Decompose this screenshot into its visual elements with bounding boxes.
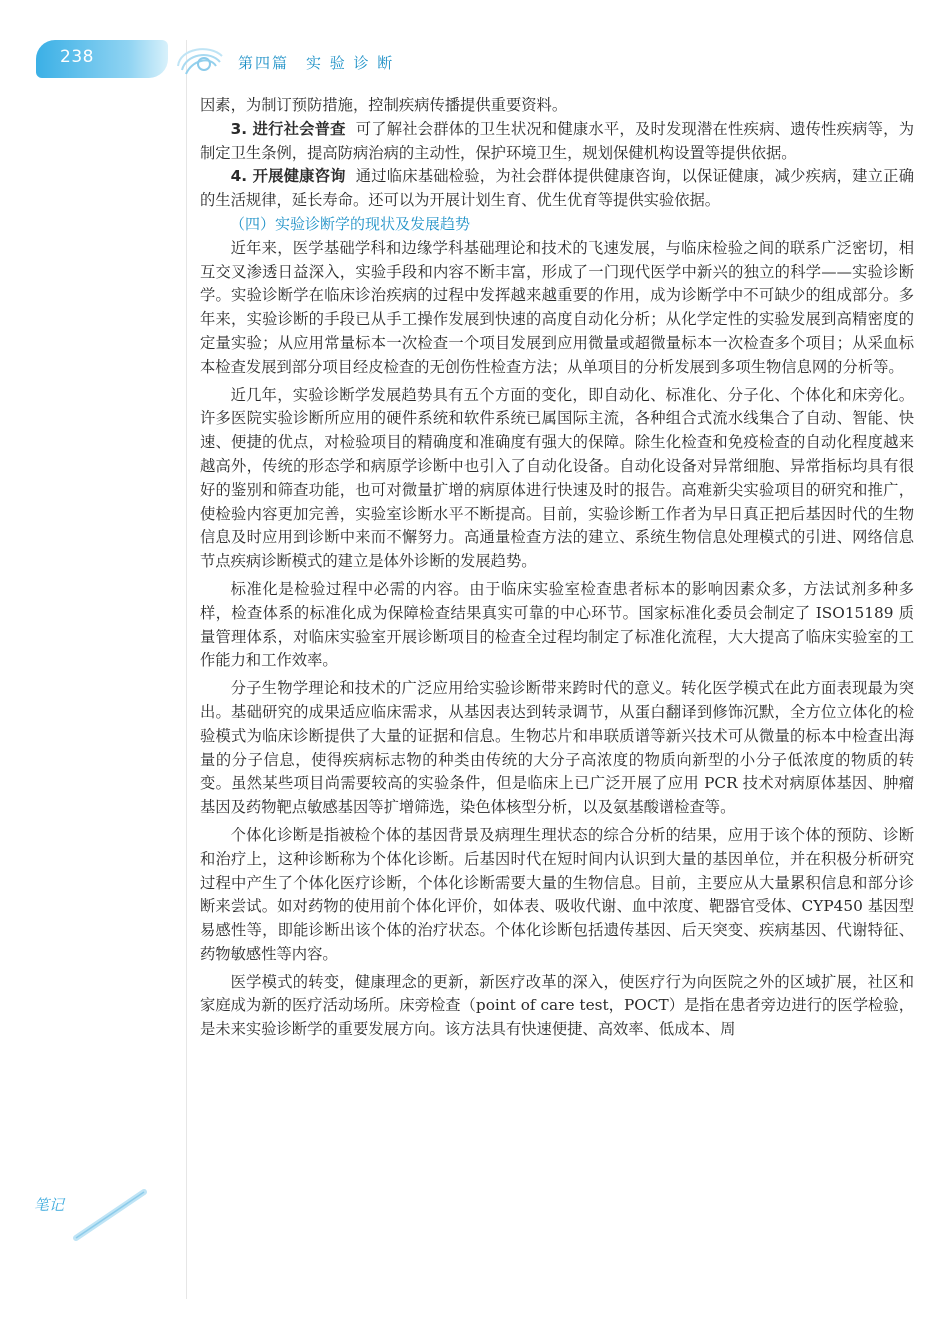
list-item-text: 可了解社会群体的卫生状况和健康水平，及时发现潜在性疾病、遗传性疾病等，为制定卫生条例，提高防病治病的主动性，保护环境卫生，规划保健机构设置等提供依据。 [200, 119, 914, 162]
paragraph-continuation: 因素，为制订预防措施，控制疾病传播提供重要资料。 [200, 96, 568, 114]
list-item-social-survey [200, 118, 914, 166]
list-item-lead: 4. 开展健康咨询 [230, 167, 346, 186]
paragraph: 近几年，实验诊断学发展趋势具有五个方面的变化，即自动化、标准化、分子化、个体化和床旁化。许多医院实验诊断所应用的硬件系统和软件系统已属国际主流，各种组合式流水线集合了自动、智能、快速、便捷的优点，对检验项目的精确度和准确度有强大的保障。除生化检查和免疫检查的自动化程度越来越高外，传统的形态学和病原学诊断中也引入了自动化设备。自动化设备对异常细胞、异常指标均具有很好的鉴别和筛查功能，也可对微量扩增的病原体进行快速及时的报告。高难新尖实验项目的研究和推广，使检验内容更加完善，实验室诊断水平不断提高。目前，实验诊断工作者为早日真正把后基因时代的生物信息及时应用到诊断中来而不懈努力。高通量检查方法的建立、系统生物信息处理模式的引进、网络信息节点疾病诊断模式的建立是体外诊断的发展趋势。 [200, 385, 914, 571]
page-number: 238 [60, 47, 94, 67]
list-item-health-consult [200, 165, 914, 213]
notes-label: 笔记 [34, 1196, 65, 1214]
paragraph: 分子生物学理论和技术的广泛应用给实验诊断带来跨时代的意义。转化医学模式在此方面表现最为突出。基础研究的成果适应临床需求，从基因表达到转录调节，从蛋白翻译到修饰沉默，全方位立体化的检验模式为临床诊断提供了大量的证据和信息。生物芯片和串联质谱等新兴技术可从微量的标本中检查出海量的分子信息，使得疾病标志物的种类由传统的大分子高浓度的物质向新型的小分子低浓度的物质的转变。虽然某些项目尚需要较高的实验条件，但是临床上已广泛开展了应用 PCR 技术对病原体基因、肿瘤基因及药物靶点敏感基因等扩增筛选，染色体核型分析，以及氨基酸谱检查等。 [200, 679, 914, 817]
paragraph: 标准化是检验过程中必需的内容。由于临床实验室检查患者标本的影响因素众多，方法试剂多种多样，检查体系的标准化成为保障检查结果真实可靠的中心环节。国家标准化委员会制定了 ISO15189 质量管理体系，对临床实验室开展诊断项目的检查全过程均制定了标准化流程，大大提高了临床实验室的工作能力和工作效率。 [200, 579, 914, 670]
list-item-lead: 3. 进行社会普查 [230, 119, 346, 138]
page-body [200, 94, 914, 1042]
paragraph: 医学模式的转变，健康理念的更新，新医疗改革的深入，使医疗行为向医院之外的区域扩展，社区和家庭成为新的医疗活动场所。床旁检查（point of care test，POCT）是指在患者旁边进行的医学检验，是未来实验诊断学的重要发展方向。该方法具有快速便捷、高效率、低成本、周 [200, 972, 914, 1039]
page-number-badge [36, 40, 168, 78]
section-title: 第四篇 实 验 诊 断 [238, 54, 395, 72]
margin-rule [186, 40, 187, 1299]
paragraph: 个体化诊断是指被检个体的基因背景及病理生理状态的综合分析的结果，应用于该个体的预防、诊断和治疗上，这种诊断称为个体化诊断。后基因时代在短时间内认识到大量的基因单位，并在积极分析研究过程中产生了个体化医疗诊断，个体化诊断需要大量的生物信息。目前，主要应从大量累积信息和部分诊断来尝试。如对药物的使用前个体化评价，如体表、吸收代谢、血中浓度、靶器官受体、CYP450 基因型易感性等，即能诊断出该个体的治疗状态。个体化诊断包括遗传基因、后天突变、疾病基因、代谢特征、药物敏感性等内容。 [200, 825, 914, 963]
paragraph: 近年来，医学基础学科和边缘学科基础理论和技术的飞速发展，与临床检验之间的联系广泛密切，相互交叉渗透日益深入，实验手段和内容不断丰富，形成了一门现代医学中新兴的独立的科学——实验诊断学。实验诊断学在临床诊治疾病的过程中发挥越来越重要的作用，成为诊断学中不可缺少的组成部分。多年来，实验诊断的手段已从手工操作发展到快速的高度自动化分析；从化学定性的实验发展到高精密度的定量实验；从应用常量标本一次检查一个项目发展到应用微量或超微量标本一次检查多个项目；从采血标本检查发展到部分项目经皮检查的无创伤性检查方法；从单项目的分析发展到多项生物信息网的分析等。 [200, 238, 914, 376]
subheading: （四）实验诊断学的现状及发展趋势 [230, 214, 471, 233]
swirl-ornament-icon [170, 36, 230, 86]
list-item-text: 通过临床基础检验，为社会群体提供健康咨询，以保证健康，减少疾病，建立正确的生活规律，延长寿命。还可以为开展计划生育、优生优育等提供实验依据。 [200, 167, 914, 210]
